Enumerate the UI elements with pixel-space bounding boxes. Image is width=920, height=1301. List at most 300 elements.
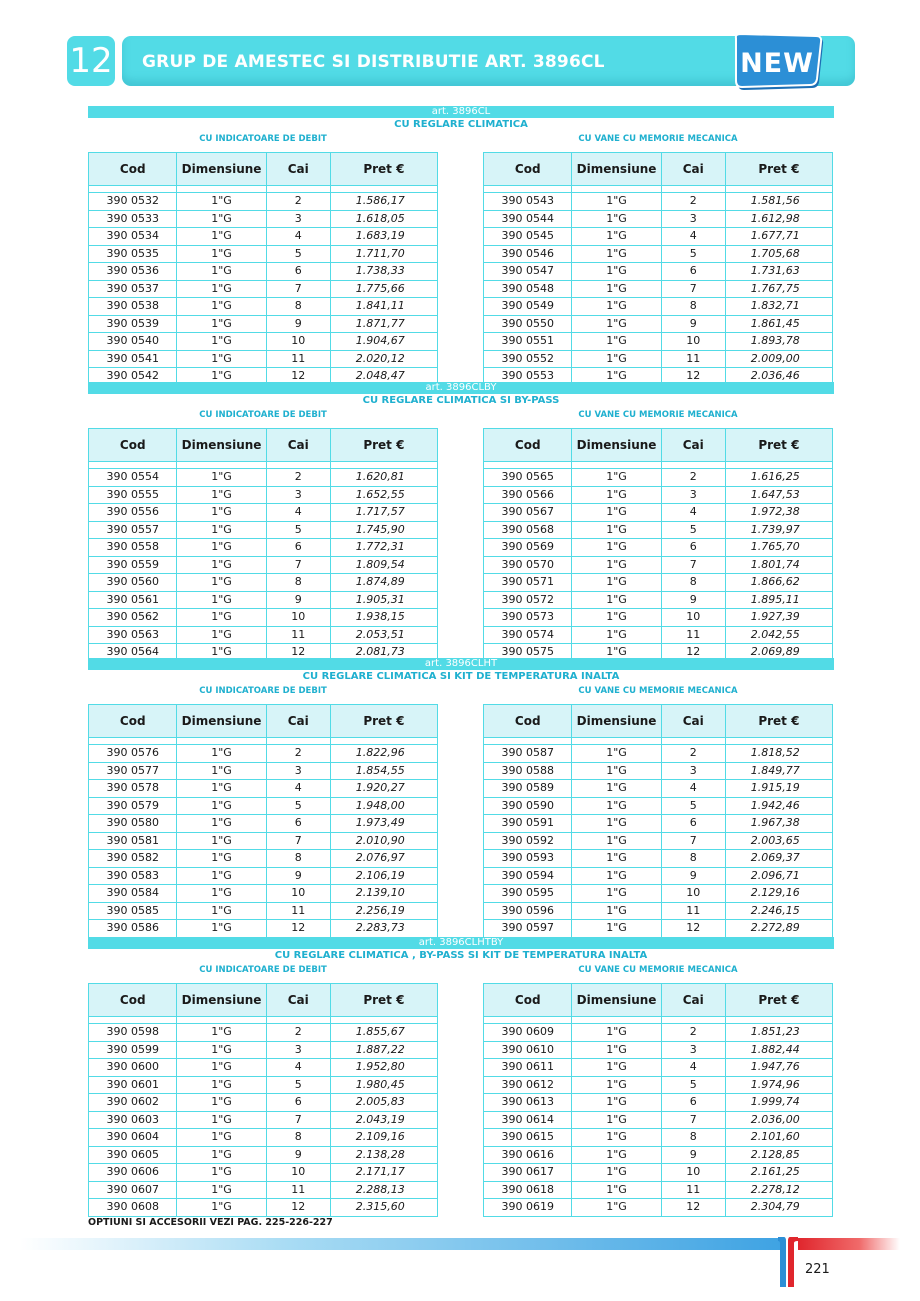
cod-cell: 390 0559 (89, 556, 177, 574)
cod-cell: 390 0590 (484, 797, 572, 815)
cod-cell: 390 0594 (484, 867, 572, 885)
dimension-cell: 1"G (572, 350, 661, 368)
table-row (89, 280, 438, 298)
table-row (89, 762, 438, 780)
table-row (89, 867, 438, 885)
price-cell: 2.020,12 (330, 350, 437, 368)
table-header-row (89, 984, 438, 1017)
article-code-bar: art. 3896CL (88, 106, 834, 118)
price-cell: 2.009,00 (725, 350, 832, 368)
price-cell: 1.772,31 (330, 539, 437, 557)
price-cell: 1.739,97 (725, 521, 832, 539)
cod-cell: 390 0577 (89, 762, 177, 780)
ways-cell: 4 (661, 780, 725, 798)
cod-cell: 390 0569 (484, 539, 572, 557)
cod-cell: 390 0544 (484, 210, 572, 228)
price-cell: 1.731,63 (725, 263, 832, 281)
ways-cell: 8 (266, 298, 330, 316)
price-cell: 1.871,77 (330, 315, 437, 333)
dimension-cell: 1"G (572, 591, 661, 609)
table-row (484, 1024, 833, 1042)
cod-cell: 390 0547 (484, 263, 572, 281)
dimension-cell: 1"G (572, 574, 661, 592)
price-cell: 1.705,68 (725, 245, 832, 263)
cod-cell: 390 0538 (89, 298, 177, 316)
footer-band (20, 1237, 900, 1251)
table-header-row (89, 705, 438, 738)
price-cell: 2.076,97 (330, 850, 437, 868)
column-header-cod: Cod (484, 984, 572, 1017)
variant-labels (88, 408, 834, 422)
right-variant-label: CU VANE CU MEMORIE MECANICA (578, 134, 738, 144)
price-cell: 2.139,10 (330, 885, 437, 903)
table-row (89, 780, 438, 798)
dimension-cell: 1"G (177, 1059, 266, 1077)
table-row (484, 486, 833, 504)
column-header-pret: Pret € (725, 705, 832, 738)
ways-cell: 11 (661, 626, 725, 644)
column-header-pret: Pret € (725, 984, 832, 1017)
cod-cell: 390 0574 (484, 626, 572, 644)
ways-cell: 2 (266, 745, 330, 763)
ways-cell: 11 (661, 902, 725, 920)
ways-cell: 6 (266, 1094, 330, 1112)
price-cell: 1.920,27 (330, 780, 437, 798)
price-cell: 1.887,22 (330, 1041, 437, 1059)
cod-cell: 390 0581 (89, 832, 177, 850)
ways-cell: 9 (266, 1146, 330, 1164)
dimension-cell: 1"G (177, 1111, 266, 1129)
cod-cell: 390 0600 (89, 1059, 177, 1077)
price-cell: 1.952,80 (330, 1059, 437, 1077)
table-header-row (484, 984, 833, 1017)
table-row (89, 315, 438, 333)
ways-cell: 8 (266, 574, 330, 592)
cod-cell: 390 0615 (484, 1129, 572, 1147)
price-cell: 1.999,74 (725, 1094, 832, 1112)
cod-cell: 390 0582 (89, 850, 177, 868)
ways-cell: 7 (266, 832, 330, 850)
ways-cell: 6 (661, 815, 725, 833)
table-row (484, 333, 833, 351)
dimension-cell: 1"G (572, 469, 661, 487)
table-row (484, 504, 833, 522)
ways-cell: 10 (661, 609, 725, 627)
ways-cell: 2 (661, 745, 725, 763)
ways-cell: 7 (266, 280, 330, 298)
price-cell: 2.036,00 (725, 1111, 832, 1129)
table-row (89, 850, 438, 868)
table-row (484, 902, 833, 920)
ways-cell: 7 (661, 280, 725, 298)
price-cell: 1.765,70 (725, 539, 832, 557)
price-cell: 1.967,38 (725, 815, 832, 833)
ways-cell: 9 (661, 315, 725, 333)
ways-cell: 6 (266, 815, 330, 833)
price-section (88, 658, 834, 938)
dimension-cell: 1"G (177, 885, 266, 903)
table-row (484, 210, 833, 228)
right-variant-label: CU VANE CU MEMORIE MECANICA (578, 410, 738, 420)
column-header-dimensiune: Dimensiune (572, 153, 661, 186)
section-subtitle: CU REGLARE CLIMATICA (394, 119, 528, 130)
header-spacer (89, 186, 438, 193)
ways-cell: 4 (661, 1059, 725, 1077)
price-cell: 2.256,19 (330, 902, 437, 920)
column-header-cod: Cod (484, 153, 572, 186)
price-cell: 1.855,67 (330, 1024, 437, 1042)
cod-cell: 390 0546 (484, 245, 572, 263)
column-header-cod: Cod (89, 984, 177, 1017)
table-row (484, 885, 833, 903)
table-row (484, 1041, 833, 1059)
header-spacer (89, 1017, 438, 1024)
cod-cell: 390 0589 (484, 780, 572, 798)
ways-cell: 3 (661, 210, 725, 228)
ways-cell: 10 (266, 609, 330, 627)
dimension-cell: 1"G (572, 556, 661, 574)
cod-cell: 390 0597 (484, 920, 572, 938)
cod-cell: 390 0608 (89, 1199, 177, 1217)
cod-cell: 390 0552 (484, 350, 572, 368)
price-section (88, 937, 834, 1217)
dimension-cell: 1"G (177, 1094, 266, 1112)
table-row (89, 556, 438, 574)
cod-cell: 390 0553 (484, 368, 572, 386)
ways-cell: 11 (661, 350, 725, 368)
table-row (89, 1111, 438, 1129)
table-row (89, 745, 438, 763)
cod-cell: 390 0576 (89, 745, 177, 763)
dimension-cell: 1"G (572, 315, 661, 333)
table-row (484, 1181, 833, 1199)
price-cell: 2.048,47 (330, 368, 437, 386)
cod-cell: 390 0534 (89, 228, 177, 246)
dimension-cell: 1"G (177, 315, 266, 333)
cod-cell: 390 0587 (484, 745, 572, 763)
ways-cell: 10 (661, 333, 725, 351)
cod-cell: 390 0601 (89, 1076, 177, 1094)
cod-cell: 390 0539 (89, 315, 177, 333)
dimension-cell: 1"G (177, 1181, 266, 1199)
ways-cell: 7 (661, 832, 725, 850)
ways-cell: 12 (661, 1199, 725, 1217)
dimension-cell: 1"G (572, 1129, 661, 1147)
dimension-cell: 1"G (177, 815, 266, 833)
dimension-cell: 1"G (572, 1059, 661, 1077)
table-row (89, 1199, 438, 1217)
header-spacer (89, 462, 438, 469)
variant-labels (88, 684, 834, 698)
left-price-table (88, 704, 438, 938)
cod-cell: 390 0618 (484, 1181, 572, 1199)
dimension-cell: 1"G (572, 780, 661, 798)
ways-cell: 2 (266, 1024, 330, 1042)
ways-cell: 4 (661, 228, 725, 246)
cod-cell: 390 0568 (484, 521, 572, 539)
ways-cell: 5 (266, 797, 330, 815)
dimension-cell: 1"G (177, 280, 266, 298)
price-cell: 2.315,60 (330, 1199, 437, 1217)
table-row (484, 228, 833, 246)
ways-cell: 9 (661, 1146, 725, 1164)
cod-cell: 390 0606 (89, 1164, 177, 1182)
price-cell: 2.081,73 (330, 644, 437, 662)
column-header-cod: Cod (484, 429, 572, 462)
dimension-cell: 1"G (177, 626, 266, 644)
cod-cell: 390 0537 (89, 280, 177, 298)
dimension-cell: 1"G (572, 1094, 661, 1112)
price-cell: 2.101,60 (725, 1129, 832, 1147)
table-row (89, 1024, 438, 1042)
dimension-cell: 1"G (572, 280, 661, 298)
cod-cell: 390 0533 (89, 210, 177, 228)
cod-cell: 390 0535 (89, 245, 177, 263)
cod-cell: 390 0578 (89, 780, 177, 798)
dimension-cell: 1"G (572, 1111, 661, 1129)
dimension-cell: 1"G (572, 867, 661, 885)
ways-cell: 7 (266, 1111, 330, 1129)
dimension-cell: 1"G (572, 902, 661, 920)
table-row (484, 797, 833, 815)
dimension-cell: 1"G (177, 263, 266, 281)
dimension-cell: 1"G (177, 1199, 266, 1217)
cod-cell: 390 0585 (89, 902, 177, 920)
table-header-row (484, 429, 833, 462)
table-row (484, 1164, 833, 1182)
cod-cell: 390 0561 (89, 591, 177, 609)
price-cell: 2.161,25 (725, 1164, 832, 1182)
ways-cell: 9 (266, 867, 330, 885)
right-price-table (483, 983, 833, 1217)
cod-cell: 390 0617 (484, 1164, 572, 1182)
ways-cell: 5 (266, 1076, 330, 1094)
column-header-dimensiune: Dimensiune (572, 429, 661, 462)
cod-cell: 390 0572 (484, 591, 572, 609)
price-cell: 2.288,13 (330, 1181, 437, 1199)
table-row (89, 263, 438, 281)
price-cell: 2.003,65 (725, 832, 832, 850)
price-cell: 2.042,55 (725, 626, 832, 644)
price-cell: 2.069,37 (725, 850, 832, 868)
price-cell: 1.612,98 (725, 210, 832, 228)
dimension-cell: 1"G (177, 1024, 266, 1042)
dimension-cell: 1"G (572, 210, 661, 228)
left-price-table (88, 428, 438, 662)
price-cell: 2.036,46 (725, 368, 832, 386)
price-cell: 2.283,73 (330, 920, 437, 938)
dimension-cell: 1"G (177, 920, 266, 938)
column-header-dimensiune: Dimensiune (177, 153, 266, 186)
cod-cell: 390 0614 (484, 1111, 572, 1129)
table-row (484, 591, 833, 609)
price-cell: 1.711,70 (330, 245, 437, 263)
dimension-cell: 1"G (177, 193, 266, 211)
cod-cell: 390 0609 (484, 1024, 572, 1042)
cod-cell: 390 0580 (89, 815, 177, 833)
footer-pipe (776, 1237, 800, 1287)
price-cell: 1.915,19 (725, 780, 832, 798)
left-variant-label: CU INDICATOARE DE DEBIT (199, 965, 327, 975)
table-row (484, 1094, 833, 1112)
cod-cell: 390 0603 (89, 1111, 177, 1129)
price-cell: 1.854,55 (330, 762, 437, 780)
cod-cell: 390 0593 (484, 850, 572, 868)
table-row (89, 539, 438, 557)
table-row (484, 263, 833, 281)
table-row (484, 193, 833, 211)
dimension-cell: 1"G (572, 486, 661, 504)
price-cell: 1.938,15 (330, 609, 437, 627)
table-row (484, 867, 833, 885)
price-cell: 1.895,11 (725, 591, 832, 609)
new-badge (730, 34, 826, 96)
table-row (89, 885, 438, 903)
price-cell: 2.096,71 (725, 867, 832, 885)
ways-cell: 5 (661, 1076, 725, 1094)
table-row (89, 521, 438, 539)
cod-cell: 390 0584 (89, 885, 177, 903)
ways-cell: 12 (266, 368, 330, 386)
table-header-row (484, 705, 833, 738)
table-row (89, 228, 438, 246)
cod-cell: 390 0602 (89, 1094, 177, 1112)
dimension-cell: 1"G (572, 609, 661, 627)
ways-cell: 10 (266, 1164, 330, 1182)
table-row (484, 521, 833, 539)
section-subtitle: CU REGLARE CLIMATICA SI BY-PASS (362, 395, 560, 406)
dimension-cell: 1"G (177, 1146, 266, 1164)
ways-cell: 2 (266, 193, 330, 211)
cod-cell: 390 0586 (89, 920, 177, 938)
price-cell: 1.801,74 (725, 556, 832, 574)
price-section (88, 382, 834, 662)
column-header-cod: Cod (484, 705, 572, 738)
price-cell: 2.171,17 (330, 1164, 437, 1182)
price-section (88, 106, 834, 386)
column-header-cod: Cod (89, 153, 177, 186)
cod-cell: 390 0571 (484, 574, 572, 592)
dimension-cell: 1"G (572, 815, 661, 833)
cod-cell: 390 0583 (89, 867, 177, 885)
price-cell: 1.652,55 (330, 486, 437, 504)
dimension-cell: 1"G (572, 1024, 661, 1042)
cod-cell: 390 0556 (89, 504, 177, 522)
ways-cell: 8 (661, 298, 725, 316)
ways-cell: 2 (266, 469, 330, 487)
cod-cell: 390 0567 (484, 504, 572, 522)
ways-cell: 8 (661, 850, 725, 868)
table-row (484, 832, 833, 850)
table-row (89, 210, 438, 228)
table-row (89, 245, 438, 263)
cod-cell: 390 0545 (484, 228, 572, 246)
price-cell: 1.738,33 (330, 263, 437, 281)
cod-cell: 390 0573 (484, 609, 572, 627)
ways-cell: 3 (661, 762, 725, 780)
dimension-cell: 1"G (177, 644, 266, 662)
column-header-cai: Cai (661, 705, 725, 738)
ways-cell: 10 (661, 885, 725, 903)
ways-cell: 4 (661, 504, 725, 522)
cod-cell: 390 0604 (89, 1129, 177, 1147)
column-header-dimensiune: Dimensiune (177, 429, 266, 462)
cod-cell: 390 0588 (484, 762, 572, 780)
dimension-cell: 1"G (177, 797, 266, 815)
ways-cell: 8 (266, 1129, 330, 1147)
ways-cell: 12 (661, 920, 725, 938)
price-cell: 1.973,49 (330, 815, 437, 833)
price-cell: 2.005,83 (330, 1094, 437, 1112)
table-row (89, 797, 438, 815)
table-row (484, 609, 833, 627)
dimension-cell: 1"G (177, 521, 266, 539)
column-header-cai: Cai (266, 153, 330, 186)
variant-labels (88, 963, 834, 977)
left-variant-label: CU INDICATOARE DE DEBIT (199, 686, 327, 696)
cod-cell: 390 0551 (484, 333, 572, 351)
price-cell: 1.849,77 (725, 762, 832, 780)
dimension-cell: 1"G (572, 1076, 661, 1094)
dimension-cell: 1"G (572, 245, 661, 263)
right-price-table (483, 704, 833, 938)
price-cell: 1.942,46 (725, 797, 832, 815)
dimension-cell: 1"G (177, 780, 266, 798)
ways-cell: 4 (266, 228, 330, 246)
ways-cell: 5 (661, 797, 725, 815)
price-cell: 1.905,31 (330, 591, 437, 609)
cod-cell: 390 0598 (89, 1024, 177, 1042)
cod-cell: 390 0549 (484, 298, 572, 316)
table-row (484, 626, 833, 644)
dimension-cell: 1"G (572, 368, 661, 386)
table-row (89, 1146, 438, 1164)
right-price-table (483, 152, 833, 386)
cod-cell: 390 0595 (484, 885, 572, 903)
dimension-cell: 1"G (572, 920, 661, 938)
table-header-row (484, 153, 833, 186)
ways-cell: 8 (661, 574, 725, 592)
dimension-cell: 1"G (572, 762, 661, 780)
dimension-cell: 1"G (177, 469, 266, 487)
ways-cell: 5 (266, 245, 330, 263)
column-header-cai: Cai (266, 984, 330, 1017)
price-cell: 1.809,54 (330, 556, 437, 574)
ways-cell: 2 (661, 469, 725, 487)
cod-cell: 390 0619 (484, 1199, 572, 1217)
section-subtitle: CU REGLARE CLIMATICA SI KIT DE TEMPERATURA INALTA (302, 671, 620, 682)
dimension-cell: 1"G (177, 486, 266, 504)
ways-cell: 9 (266, 315, 330, 333)
table-row (484, 745, 833, 763)
table-row (89, 193, 438, 211)
cod-cell: 390 0548 (484, 280, 572, 298)
ways-cell: 3 (266, 486, 330, 504)
cod-cell: 390 0542 (89, 368, 177, 386)
table-row (484, 1199, 833, 1217)
price-cell: 1.904,67 (330, 333, 437, 351)
dimension-cell: 1"G (572, 850, 661, 868)
cod-cell: 390 0591 (484, 815, 572, 833)
cod-cell: 390 0613 (484, 1094, 572, 1112)
ways-cell: 6 (661, 263, 725, 281)
table-row (484, 245, 833, 263)
table-row (89, 609, 438, 627)
table-row (484, 315, 833, 333)
accessories-note: OPTIUNI SI ACCESORII VEZI PAG. 225-226-227 (88, 1217, 333, 1228)
price-cell: 2.106,19 (330, 867, 437, 885)
left-variant-label: CU INDICATOARE DE DEBIT (199, 134, 327, 144)
